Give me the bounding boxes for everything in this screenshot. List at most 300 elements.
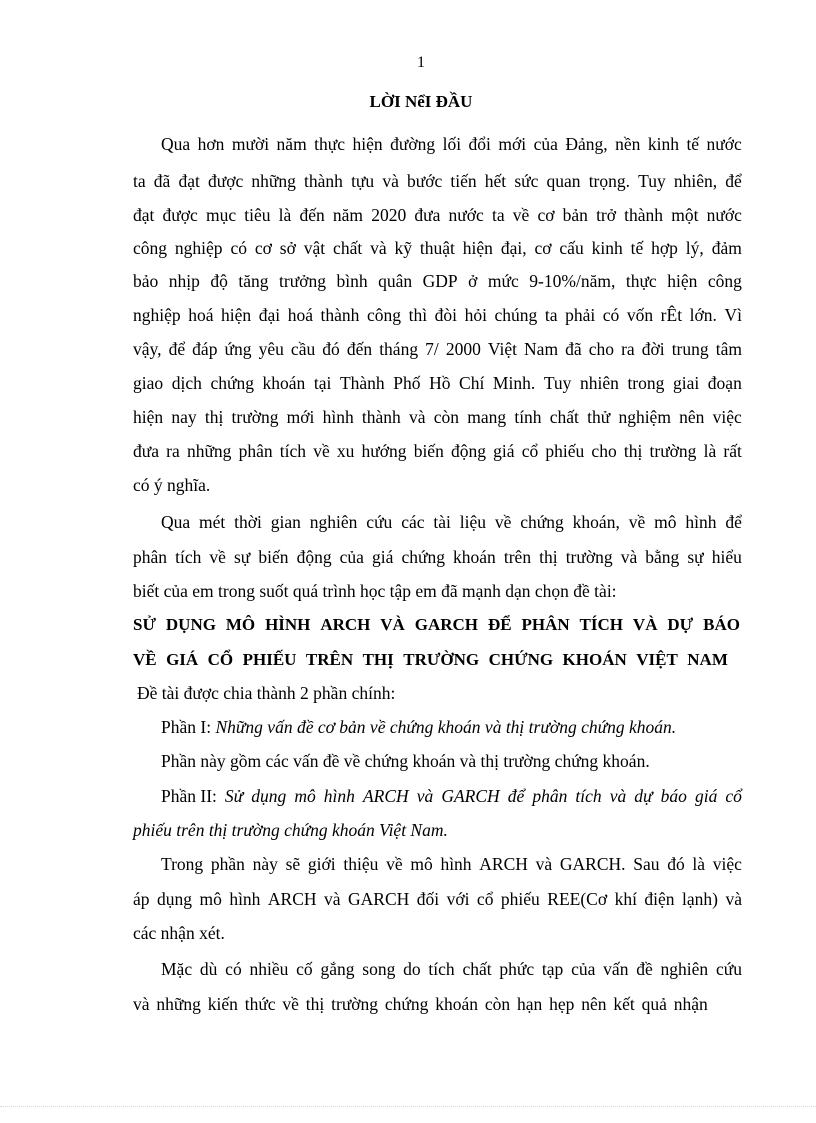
word: các xyxy=(401,512,425,532)
word: xu xyxy=(336,441,355,461)
word: còn xyxy=(433,407,460,427)
word: GIÁ xyxy=(166,650,199,669)
word: là xyxy=(278,205,292,225)
word: hình xyxy=(322,407,354,427)
word: MÔ xyxy=(225,615,256,634)
word: và xyxy=(382,171,399,191)
word: 2020 xyxy=(371,205,407,225)
word: hoá xyxy=(188,305,214,325)
word: chất xyxy=(549,407,579,427)
word: mô xyxy=(199,889,222,909)
word: trên xyxy=(503,547,532,567)
word: đáp xyxy=(192,339,218,359)
word: Tuy xyxy=(543,373,572,393)
word: hình xyxy=(229,889,261,909)
word: tăng xyxy=(238,271,269,291)
division-text: Đề tài được chia thành 2 phần chính: xyxy=(137,683,396,703)
word: vậy, xyxy=(133,339,162,359)
word: hiểu xyxy=(711,547,742,567)
word: tựu xyxy=(351,171,375,191)
word: thức xyxy=(244,994,276,1014)
word: NAM xyxy=(687,650,728,669)
word: là xyxy=(692,854,706,874)
part-one xyxy=(161,716,816,738)
word: tế xyxy=(686,134,700,154)
word: đến xyxy=(346,339,373,359)
word: áp xyxy=(133,889,150,909)
word: chứng xyxy=(210,373,254,393)
word: nhiên, xyxy=(673,171,718,191)
word: kinh xyxy=(591,238,623,258)
word: bảo xyxy=(133,271,159,291)
word: những xyxy=(156,994,201,1014)
word: sự xyxy=(234,547,251,567)
word: mới xyxy=(498,134,527,154)
word: hạn xyxy=(517,994,543,1014)
word: biến xyxy=(258,547,289,567)
word: cơ xyxy=(537,205,555,225)
word: Qua xyxy=(161,134,191,154)
word: thử xyxy=(587,407,611,427)
paragraph-line xyxy=(133,372,742,394)
word: nhịp xyxy=(168,271,200,291)
part-two-label: Phần II: xyxy=(161,786,217,806)
word: và xyxy=(370,238,387,258)
word: phiếu xyxy=(500,889,540,909)
word: trường xyxy=(565,547,613,567)
paragraph-line xyxy=(161,133,742,155)
paragraph-line xyxy=(133,888,742,910)
word: Đảng, xyxy=(565,134,608,154)
word: trường xyxy=(231,407,279,427)
word: đạt xyxy=(178,171,200,191)
word: kiến xyxy=(207,994,238,1014)
word: ta xyxy=(544,305,558,325)
word: những xyxy=(186,441,232,461)
word: mới xyxy=(286,407,315,427)
word: với xyxy=(446,889,470,909)
word: ra xyxy=(166,441,180,461)
word: tài xyxy=(433,512,451,532)
word: về xyxy=(313,441,330,461)
word: BÁO xyxy=(703,615,740,634)
word: trung xyxy=(671,339,709,359)
word: DỤNG xyxy=(165,615,216,634)
word: đối xyxy=(416,889,440,909)
word: quân xyxy=(378,271,413,291)
word: cổ xyxy=(521,441,539,461)
word: tiêu xyxy=(244,205,271,225)
word: hiện xyxy=(667,271,698,291)
word: lạnh) xyxy=(682,889,718,909)
word: thuật xyxy=(419,238,455,258)
word: được xyxy=(207,171,244,191)
word: mô xyxy=(294,786,316,806)
word: công xyxy=(367,305,402,325)
word: và xyxy=(133,994,150,1014)
word: mang xyxy=(467,407,507,427)
word: rÊt xyxy=(660,305,683,325)
word: nghiên xyxy=(660,959,709,979)
part-two-title-cont: phiếu trên thị trường chứng khoán Việt Nam. xyxy=(133,820,448,840)
word: dịch xyxy=(171,373,202,393)
word: GDP xyxy=(422,271,458,291)
word: cứu xyxy=(366,512,393,532)
word: đề xyxy=(636,959,653,979)
word: tích xyxy=(175,547,202,567)
word: để xyxy=(168,339,186,359)
word: nhiên xyxy=(579,373,619,393)
word: kinh xyxy=(647,134,679,154)
word: thành xyxy=(624,205,664,225)
word: hướng xyxy=(361,441,407,461)
word: những xyxy=(251,171,296,191)
word: kết xyxy=(613,994,635,1014)
word: việc xyxy=(712,407,742,427)
word: về xyxy=(512,205,530,225)
word: một xyxy=(671,205,699,225)
word: công xyxy=(133,238,168,258)
word: động xyxy=(296,547,332,567)
word: thị xyxy=(539,547,558,567)
part-two-title xyxy=(225,785,742,807)
word: trong xyxy=(627,373,665,393)
word: Sử xyxy=(224,786,244,806)
part-two xyxy=(161,785,742,807)
word: và xyxy=(535,854,553,874)
word: lối xyxy=(442,134,462,154)
word: THỊ xyxy=(362,650,394,669)
word: ARCH xyxy=(479,854,528,874)
word: Hồ xyxy=(429,373,451,393)
word: thực xyxy=(625,271,657,291)
word: mục xyxy=(205,205,237,225)
word: hình xyxy=(440,854,472,874)
part-one-label: Phần I: xyxy=(161,717,212,737)
word: là xyxy=(703,441,717,461)
word: VIỆT xyxy=(636,650,678,669)
word: chất xyxy=(333,238,363,258)
word: hình xyxy=(323,786,355,806)
word: giá xyxy=(694,786,718,806)
word: về xyxy=(628,512,646,532)
paragraph-line: các nhận xét. xyxy=(133,923,225,943)
word: thời xyxy=(234,512,262,532)
word: chứng xyxy=(401,547,445,567)
word: bằng xyxy=(645,547,680,567)
word: nghiên xyxy=(309,512,358,532)
word: dụng xyxy=(251,786,287,806)
word: tiến xyxy=(450,171,477,191)
word: dù xyxy=(199,959,218,979)
word: mô xyxy=(654,512,677,532)
word: mười xyxy=(231,134,270,154)
word: 9-10%/năm, xyxy=(529,271,616,291)
word: đó xyxy=(322,339,340,359)
word: này xyxy=(252,854,278,874)
word: phân xyxy=(133,547,168,567)
word: thiệu xyxy=(343,854,379,874)
word: vật xyxy=(303,238,326,258)
word: đã xyxy=(153,171,171,191)
word: HÌNH xyxy=(265,615,311,634)
word: quan xyxy=(546,171,581,191)
word: nước xyxy=(706,134,742,154)
word: về xyxy=(209,547,226,567)
word: và xyxy=(324,889,341,909)
word: bản xyxy=(562,205,588,225)
word: của xyxy=(339,547,364,567)
word: đưa xyxy=(414,205,441,225)
word: ARCH xyxy=(320,615,371,634)
paragraph-line xyxy=(161,958,742,980)
word: PHIẾU xyxy=(242,650,297,669)
word: hợp xyxy=(651,238,678,258)
word: thành xyxy=(361,407,401,427)
word: cho xyxy=(588,339,615,359)
paragraph-line: có ý nghĩa. xyxy=(133,475,211,495)
word: thực xyxy=(314,134,346,154)
word: CHỨNG xyxy=(488,650,554,669)
word: đoạn xyxy=(707,373,742,393)
topic-line xyxy=(133,649,728,671)
word: tạp xyxy=(541,959,564,979)
word: giới xyxy=(307,854,336,874)
word: Minh. xyxy=(492,373,536,393)
paragraph-line xyxy=(133,338,742,360)
word: để xyxy=(725,171,742,191)
page-title: LỜI NểI ĐẦU xyxy=(369,92,473,111)
word: hỏi xyxy=(464,305,487,325)
word: Tuy xyxy=(638,171,666,191)
word: gắng xyxy=(320,959,355,979)
word: việc xyxy=(712,854,742,874)
word: biến xyxy=(413,441,444,461)
paragraph-line xyxy=(133,440,742,462)
word: đó xyxy=(667,854,685,874)
word: 7/ xyxy=(425,339,439,359)
word: trường xyxy=(331,994,379,1014)
word: hẹp xyxy=(549,994,575,1014)
word: liệu xyxy=(459,512,486,532)
word: nghiệp xyxy=(174,238,223,258)
word: sự xyxy=(687,547,704,567)
word: phức xyxy=(499,959,535,979)
word: nên xyxy=(581,994,607,1014)
word: đại xyxy=(258,305,281,325)
word: thành xyxy=(304,171,343,191)
word: tích xyxy=(575,786,602,806)
word: ứng xyxy=(224,339,252,359)
word: ARCH xyxy=(267,889,317,909)
word: Vì xyxy=(724,305,742,325)
word: nền xyxy=(615,134,641,154)
word: tính xyxy=(514,407,542,427)
part-one-desc: Phần này gồm các vấn đề về chứng khoán và thị trường chứng khoán. xyxy=(161,751,650,771)
paragraph-line xyxy=(133,546,742,568)
word: GARCH xyxy=(348,889,410,909)
word: nước xyxy=(448,205,484,225)
word: công xyxy=(707,271,742,291)
topic-line xyxy=(133,614,740,636)
word: GARCH xyxy=(441,786,500,806)
word: để xyxy=(507,786,525,806)
word: động xyxy=(450,441,486,461)
word: quả xyxy=(641,994,667,1014)
word: về xyxy=(494,512,512,532)
word: của xyxy=(533,134,558,154)
paragraph-line xyxy=(133,993,708,1015)
word: độ xyxy=(210,271,228,291)
word: trở xyxy=(596,205,617,225)
word: giao xyxy=(133,373,164,393)
page-bottom-divider xyxy=(0,1106,816,1107)
word: giai xyxy=(672,373,700,393)
word: khoán xyxy=(262,373,306,393)
word: Trong xyxy=(161,854,204,874)
word: kỹ xyxy=(394,238,413,258)
word: sức xyxy=(514,171,539,191)
word: cố xyxy=(296,959,313,979)
word: đời xyxy=(641,339,665,359)
word: nước xyxy=(706,205,742,225)
word: SỬ xyxy=(133,615,156,634)
word: và xyxy=(409,407,426,427)
word: nhiều xyxy=(249,959,289,979)
word: song xyxy=(362,959,396,979)
word: giá xyxy=(493,441,515,461)
word: bước xyxy=(406,171,443,191)
word: cứu xyxy=(715,959,742,979)
word: GARCH. xyxy=(559,854,626,874)
word: nghiệm xyxy=(618,407,671,427)
word: nên xyxy=(679,407,705,427)
word: mét xyxy=(199,512,226,532)
word: mức xyxy=(487,271,519,291)
word: chất xyxy=(462,959,492,979)
word: thị xyxy=(305,994,325,1014)
word: có xyxy=(230,238,247,258)
word: để xyxy=(725,512,742,532)
word: yêu xyxy=(258,339,284,359)
word: chúng xyxy=(494,305,538,325)
word: GARCH xyxy=(414,615,479,634)
word: lý, xyxy=(685,238,704,258)
word: điện xyxy=(644,889,675,909)
word: còn xyxy=(484,994,511,1014)
word: hình xyxy=(685,512,717,532)
word: nay xyxy=(171,407,197,427)
word: hiện xyxy=(462,238,493,258)
word: về xyxy=(386,854,403,874)
word: năm xyxy=(332,205,364,225)
word: thành xyxy=(320,305,360,325)
word: báo xyxy=(660,786,687,806)
word: bình xyxy=(336,271,368,291)
word: và xyxy=(725,889,742,909)
word: cơ xyxy=(254,238,272,258)
word: KHOÁN xyxy=(562,650,627,669)
word: khoán xyxy=(453,547,496,567)
word: đã xyxy=(565,339,582,359)
word: hiện xyxy=(133,407,164,427)
word: đại, xyxy=(500,238,527,258)
word: mô xyxy=(410,854,433,874)
paragraph-line: biết của em trong suốt quá trình học tập em đã mạnh dạn chọn đề tài: xyxy=(133,581,617,601)
word: vốn xyxy=(626,305,654,325)
word: VÀ xyxy=(380,615,405,634)
word: chứng xyxy=(520,512,564,532)
word: hiện xyxy=(221,305,252,325)
word: phiếu xyxy=(545,441,585,461)
word: tháng xyxy=(379,339,419,359)
word: tế xyxy=(630,238,644,258)
word: hơn xyxy=(197,134,225,154)
word: giá xyxy=(371,547,394,567)
word: cấu xyxy=(559,238,584,258)
word: tại xyxy=(313,373,332,393)
word: gian xyxy=(270,512,301,532)
word: sẽ xyxy=(285,854,301,874)
word: TRƯỜNG xyxy=(403,650,480,669)
word: đến xyxy=(299,205,325,225)
paragraph-line xyxy=(133,237,742,259)
paragraph-line xyxy=(161,511,742,533)
paragraph-line xyxy=(133,170,742,192)
paragraph-line xyxy=(161,853,742,875)
word: nhận xyxy=(673,994,708,1014)
word: khí xyxy=(614,889,637,909)
word: đạt xyxy=(133,205,155,225)
word: lớn. xyxy=(689,305,717,325)
word: thị xyxy=(623,441,643,461)
word: năm xyxy=(276,134,307,154)
word: đưa xyxy=(133,441,160,461)
word: trường xyxy=(649,441,697,461)
word: của xyxy=(571,959,596,979)
word: 2000 xyxy=(445,339,481,359)
word: tâm xyxy=(715,339,742,359)
word: và xyxy=(609,786,627,806)
word: sở xyxy=(279,238,296,258)
word: cơ xyxy=(534,238,552,258)
word: dự xyxy=(634,786,653,806)
word: cổ xyxy=(476,889,494,909)
word: phân xyxy=(238,441,273,461)
paragraph-line xyxy=(133,204,742,226)
word: dụng xyxy=(157,889,192,909)
word: hoá xyxy=(287,305,313,325)
word: Sau xyxy=(633,854,660,874)
word: ARCH xyxy=(362,786,409,806)
word: phải xyxy=(565,305,596,325)
paragraph-line xyxy=(133,270,742,292)
word: CỔ xyxy=(207,650,234,669)
part-one-title: Những vấn đề cơ bản về chứng khoán và thị trường chứng khoán. xyxy=(215,717,677,737)
word: cầu xyxy=(290,339,316,359)
word: hết xyxy=(484,171,507,191)
word: vấn xyxy=(603,959,629,979)
word: Qua xyxy=(161,512,191,532)
word: tích xyxy=(428,959,455,979)
word: TÍCH xyxy=(579,615,624,634)
word: Chí xyxy=(459,373,485,393)
word: cho xyxy=(591,441,617,461)
word: rất xyxy=(723,441,742,461)
word: đòi xyxy=(434,305,458,325)
word: phần xyxy=(210,854,245,874)
word: khoán xyxy=(435,994,479,1014)
